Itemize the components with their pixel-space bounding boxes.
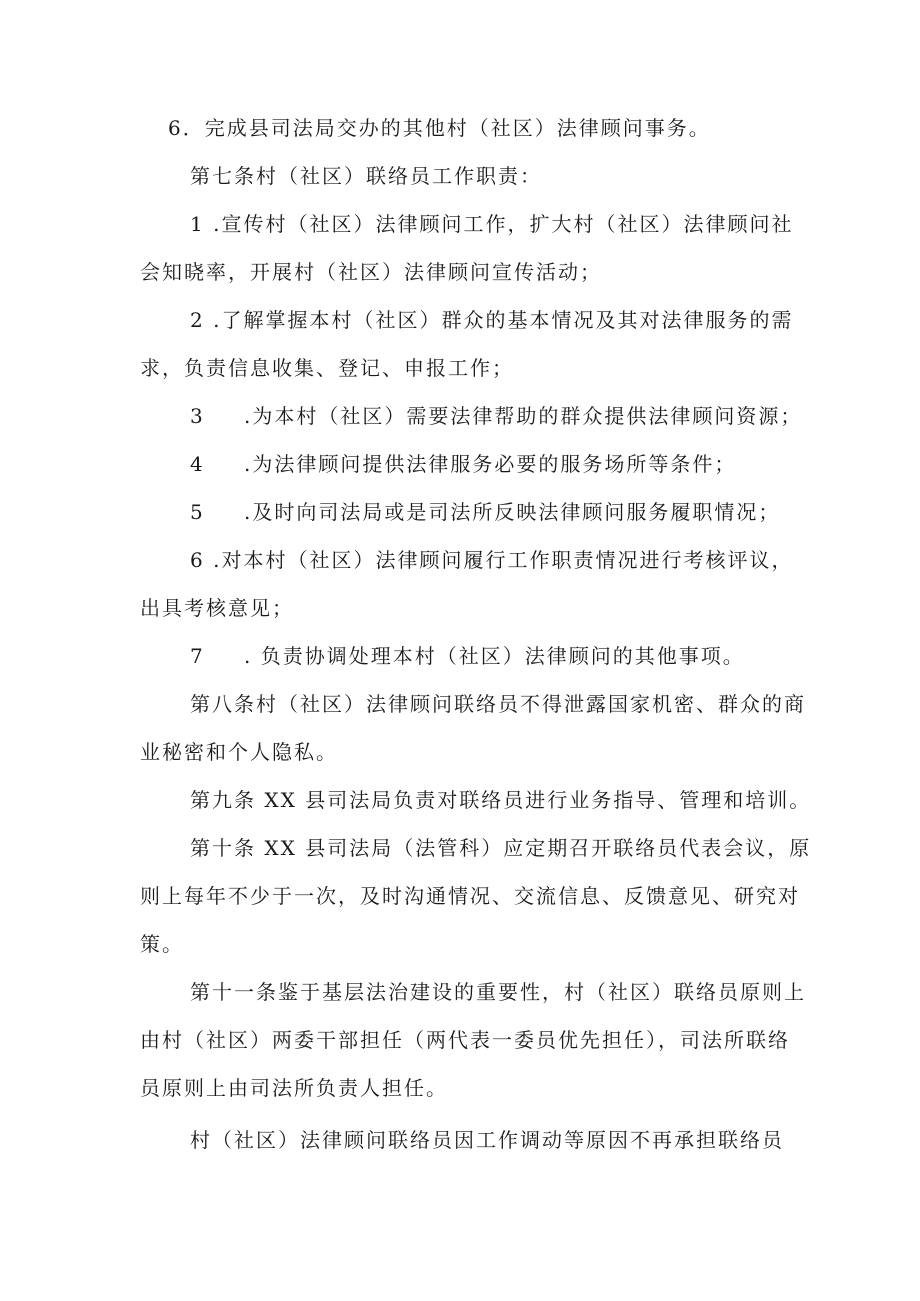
list-item-number: 3 — [190, 404, 205, 428]
paragraph-line: 6．完成县司法局交办的其他村（社区）法律顾问事务。 — [168, 116, 711, 140]
list-item-text: .为法律顾问提供法律服务必要的服务场所等条件； — [244, 452, 737, 476]
paragraph-line: 6 .对本村（社区）法律顾问履行工作职责情况进行考核评议， — [190, 548, 794, 572]
paragraph-line: 第九条 XX 县司法局负责对联络员进行业务指导、管理和培训。 — [190, 788, 812, 812]
paragraph-line: 第十条 XX 县司法局（法管科）应定期召开联络员代表会议，原 — [190, 836, 812, 860]
paragraph-line: 第七条村（社区）联络员工作职责： — [190, 164, 542, 188]
paragraph-line: 村（社区）法律顾问联络员因工作调动等原因不再承担联络员 — [190, 1128, 784, 1152]
paragraph-line: 第八条村（社区）法律顾问联络员不得泄露国家机密、群众的商 — [190, 692, 806, 716]
paragraph-line: 员原则上由司法所负责人担任。 — [140, 1076, 448, 1100]
paragraph-line: 业秘密和个人隐私。 — [140, 740, 338, 764]
list-item-number: 7 — [190, 644, 205, 668]
list-item-text: . 负责协调处理本村（社区）法律顾问的其他事项。 — [244, 644, 745, 668]
list-item-text: .为本村（社区）需要法律帮助的群众提供法律顾问资源； — [244, 404, 803, 428]
paragraph-line: 求，负责信息收集、登记、申报工作； — [140, 356, 514, 380]
paragraph-line: 出具考核意见； — [140, 596, 294, 620]
paragraph-line: 策。 — [140, 932, 184, 956]
list-item-number: 4 — [190, 452, 205, 476]
list-item-number: 5 — [190, 500, 205, 524]
paragraph-line: 会知晓率，开展村（社区）法律顾问宣传活动； — [140, 260, 602, 284]
paragraph-line: 2 .了解掌握本村（社区）群众的基本情况及其对法律服务的需 — [190, 308, 794, 332]
paragraph-line: 1 .宣传村（社区）法律顾问工作，扩大村（社区）法律顾问社 — [190, 212, 794, 236]
list-item-text: .及时向司法局或是司法所反映法律顾问服务履职情况； — [244, 500, 781, 524]
paragraph-line: 第十一条鉴于基层法治建设的重要性，村（社区）联络员原则上 — [190, 980, 806, 1004]
paragraph-line: 则上每年不少于一次，及时沟通情况、交流信息、反馈意见、研究对 — [140, 884, 800, 908]
paragraph-line: 由村（社区）两委干部担任（两代表一委员优先担任），司法所联络 — [140, 1028, 790, 1052]
